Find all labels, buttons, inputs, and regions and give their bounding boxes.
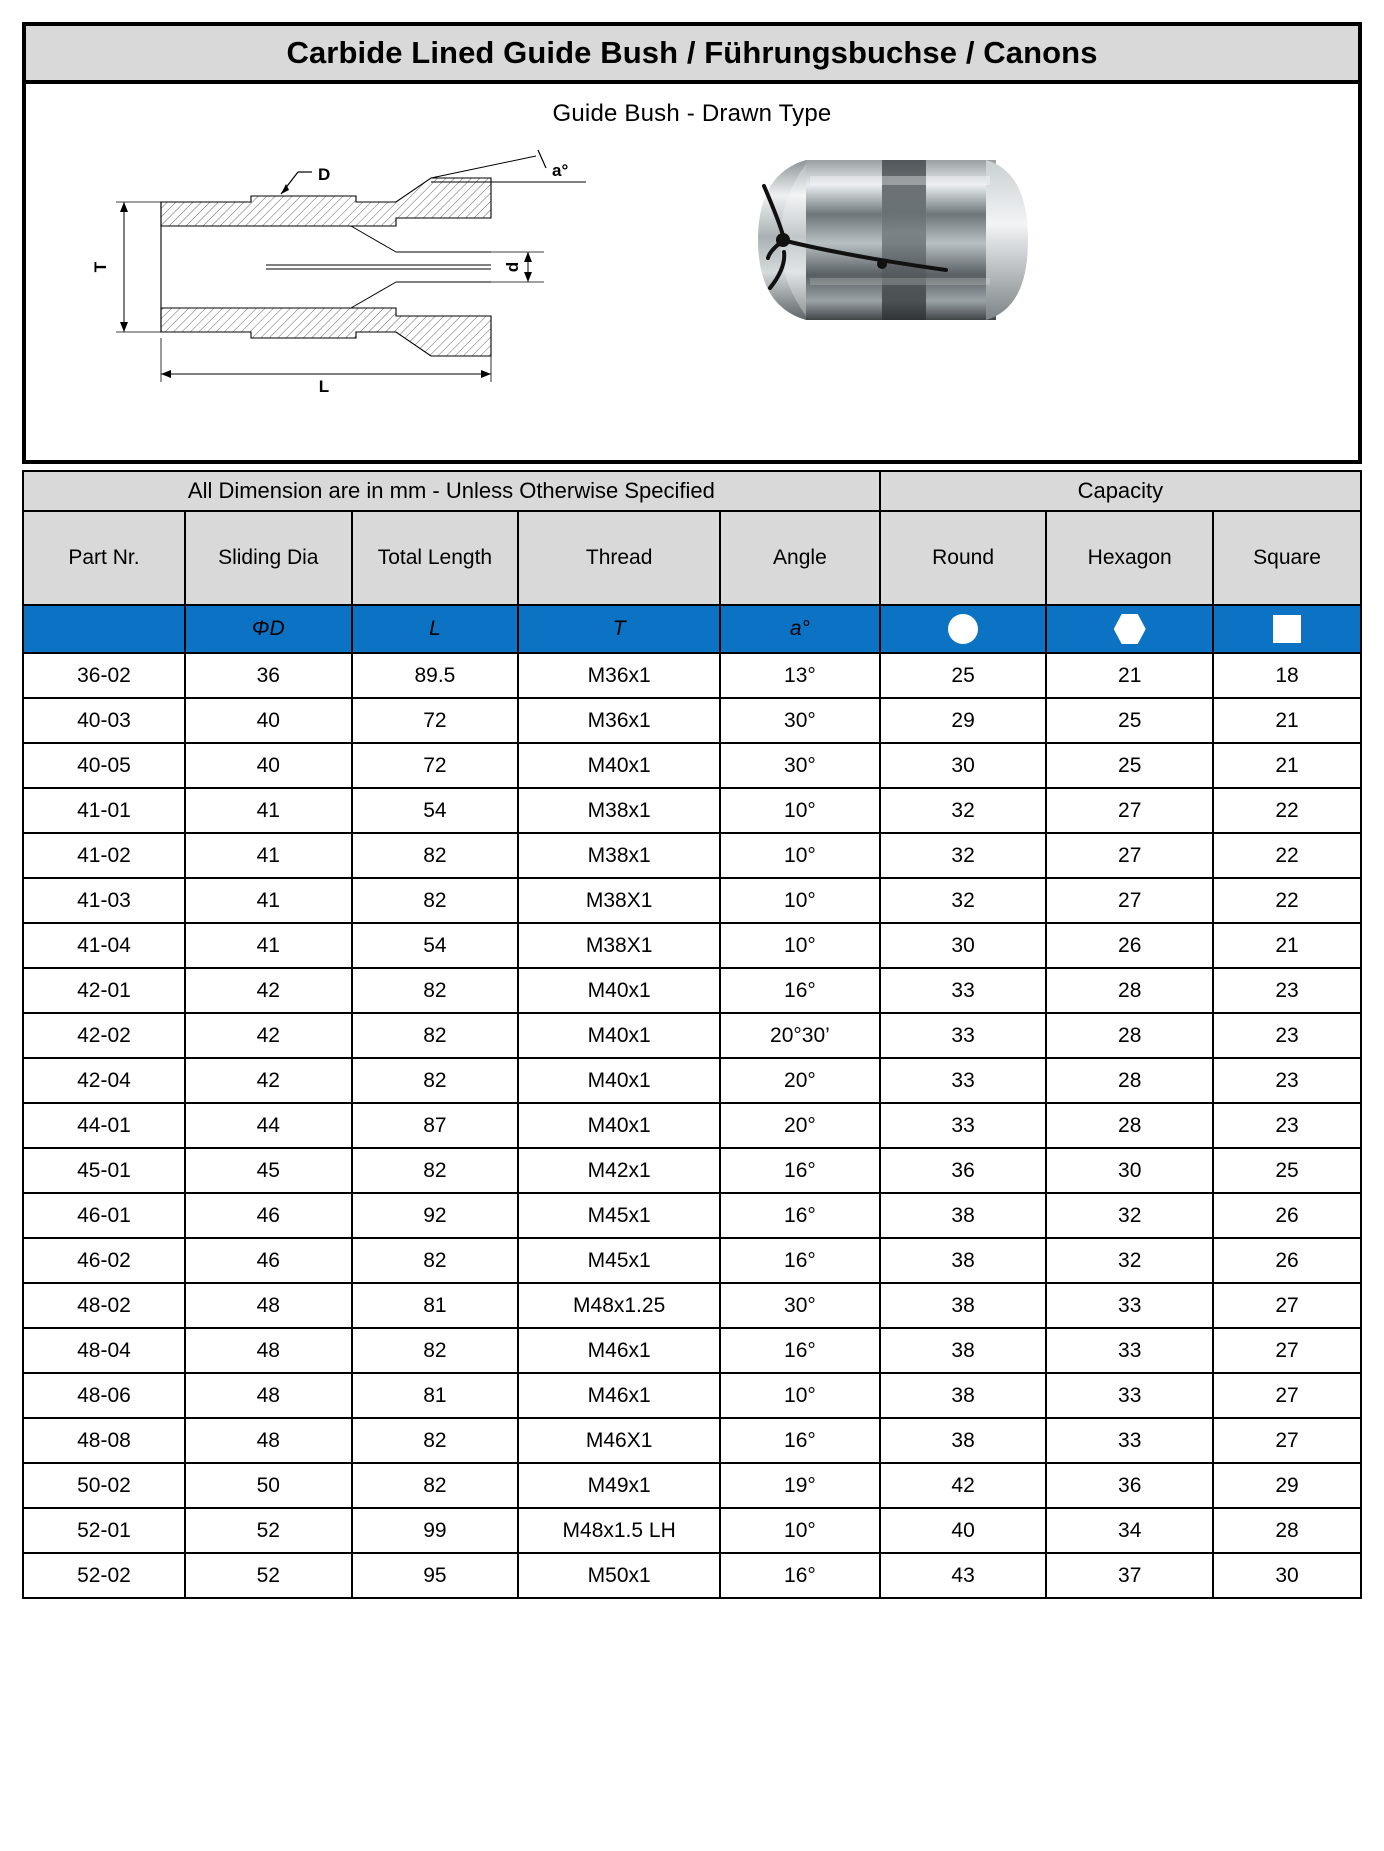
cell-part-nr: 42-01	[23, 968, 185, 1013]
column-header-round: Round	[880, 511, 1047, 605]
cell-hexagon: 28	[1046, 1013, 1213, 1058]
table-body	[23, 653, 1361, 1598]
cell-thread: M40x1	[518, 1103, 720, 1148]
cell-angle: 10°	[720, 1373, 880, 1418]
symbol-t: T	[518, 605, 720, 653]
cell-square: 28	[1213, 1508, 1361, 1553]
cell-part-nr: 41-03	[23, 878, 185, 923]
cell-total-length: 54	[352, 788, 519, 833]
cell-square: 23	[1213, 1013, 1361, 1058]
symbol-phi-d: ΦD	[185, 605, 352, 653]
symbol-l: L	[352, 605, 519, 653]
table-row	[23, 1193, 1361, 1238]
cell-sliding-dia: 41	[185, 833, 352, 878]
cell-thread: M48x1.25	[518, 1283, 720, 1328]
cell-angle: 10°	[720, 878, 880, 923]
cell-thread: M49x1	[518, 1463, 720, 1508]
cell-square: 25	[1213, 1148, 1361, 1193]
drawing-label-T: T	[91, 261, 110, 273]
cell-total-length: 95	[352, 1553, 519, 1598]
cell-part-nr: 50-02	[23, 1463, 185, 1508]
cell-square: 27	[1213, 1373, 1361, 1418]
cell-thread: M45x1	[518, 1193, 720, 1238]
table-row	[23, 1148, 1361, 1193]
symbol-blank	[23, 605, 185, 653]
figure-body	[26, 128, 1358, 428]
table-row	[23, 923, 1361, 968]
cell-sliding-dia: 52	[185, 1508, 352, 1553]
cell-thread: M38X1	[518, 923, 720, 968]
cell-thread: M46x1	[518, 1328, 720, 1373]
cell-total-length: 82	[352, 1058, 519, 1103]
cell-square: 22	[1213, 878, 1361, 923]
cell-part-nr: 46-01	[23, 1193, 185, 1238]
cell-sliding-dia: 46	[185, 1238, 352, 1283]
table-row	[23, 1058, 1361, 1103]
cell-total-length: 82	[352, 1463, 519, 1508]
cell-round: 32	[880, 788, 1047, 833]
cell-total-length: 72	[352, 743, 519, 788]
cell-thread: M40x1	[518, 968, 720, 1013]
cell-thread: M46x1	[518, 1373, 720, 1418]
cell-sliding-dia: 52	[185, 1553, 352, 1598]
cell-round: 38	[880, 1328, 1047, 1373]
cell-sliding-dia: 46	[185, 1193, 352, 1238]
cell-round: 29	[880, 698, 1047, 743]
table-row	[23, 1283, 1361, 1328]
drawing-label-D: D	[318, 165, 331, 184]
cell-square: 22	[1213, 833, 1361, 878]
cell-total-length: 99	[352, 1508, 519, 1553]
table-row	[23, 788, 1361, 833]
cell-sliding-dia: 48	[185, 1418, 352, 1463]
square-icon-cell	[1213, 605, 1361, 653]
cell-part-nr: 42-02	[23, 1013, 185, 1058]
cell-part-nr: 40-05	[23, 743, 185, 788]
cell-angle: 10°	[720, 923, 880, 968]
cell-hexagon: 37	[1046, 1553, 1213, 1598]
cell-thread: M38x1	[518, 788, 720, 833]
cell-square: 23	[1213, 1103, 1361, 1148]
table-row	[23, 1508, 1361, 1553]
cell-round: 43	[880, 1553, 1047, 1598]
cell-total-length: 82	[352, 1013, 519, 1058]
cell-total-length: 82	[352, 878, 519, 923]
cell-hexagon: 28	[1046, 1103, 1213, 1148]
column-header-total-length: Total Length	[352, 511, 519, 605]
cell-hexagon: 27	[1046, 878, 1213, 923]
cell-hexagon: 25	[1046, 743, 1213, 788]
cell-thread: M40x1	[518, 1058, 720, 1103]
cell-thread: M46X1	[518, 1418, 720, 1463]
table-row	[23, 698, 1361, 743]
cell-part-nr: 41-02	[23, 833, 185, 878]
cell-angle: 10°	[720, 788, 880, 833]
cell-hexagon: 21	[1046, 653, 1213, 698]
cell-square: 22	[1213, 788, 1361, 833]
column-header-thread: Thread	[518, 511, 720, 605]
cell-angle: 30°	[720, 743, 880, 788]
cell-hexagon: 28	[1046, 1058, 1213, 1103]
hexagon-icon-cell	[1046, 605, 1213, 653]
cell-round: 38	[880, 1193, 1047, 1238]
cell-angle: 16°	[720, 1148, 880, 1193]
column-header-square: Square	[1213, 511, 1361, 605]
cell-hexagon: 30	[1046, 1148, 1213, 1193]
cell-thread: M36x1	[518, 698, 720, 743]
table-row	[23, 1373, 1361, 1418]
technical-drawing	[66, 142, 586, 392]
cell-angle: 10°	[720, 833, 880, 878]
cell-total-length: 82	[352, 968, 519, 1013]
cell-angle: 20°30’	[720, 1013, 880, 1058]
cell-round: 38	[880, 1283, 1047, 1328]
cell-total-length: 92	[352, 1193, 519, 1238]
cell-sliding-dia: 42	[185, 968, 352, 1013]
column-header-row	[23, 511, 1361, 605]
cell-square: 29	[1213, 1463, 1361, 1508]
product-photo	[686, 128, 1066, 358]
column-header-hexagon: Hexagon	[1046, 511, 1213, 605]
table-row	[23, 653, 1361, 698]
table-row	[23, 968, 1361, 1013]
cell-angle: 16°	[720, 1193, 880, 1238]
cell-part-nr: 40-03	[23, 698, 185, 743]
cell-sliding-dia: 48	[185, 1373, 352, 1418]
cell-part-nr: 41-04	[23, 923, 185, 968]
cell-sliding-dia: 41	[185, 788, 352, 833]
cell-round: 33	[880, 968, 1047, 1013]
cell-sliding-dia: 40	[185, 698, 352, 743]
cell-square: 21	[1213, 923, 1361, 968]
cell-round: 30	[880, 743, 1047, 788]
cell-thread: M40x1	[518, 743, 720, 788]
cell-total-length: 82	[352, 833, 519, 878]
cell-total-length: 72	[352, 698, 519, 743]
table-row	[23, 1328, 1361, 1373]
guide-bush-section-svg	[66, 142, 586, 392]
cell-part-nr: 52-02	[23, 1553, 185, 1598]
page-title-banner	[22, 22, 1362, 84]
group-header-row	[23, 471, 1361, 511]
cell-square: 30	[1213, 1553, 1361, 1598]
cell-thread: M48x1.5 LH	[518, 1508, 720, 1553]
cell-sliding-dia: 41	[185, 923, 352, 968]
group-header-dimensions: All Dimension are in mm - Unless Otherwise Specified	[23, 471, 880, 511]
cell-round: 38	[880, 1418, 1047, 1463]
cell-square: 27	[1213, 1283, 1361, 1328]
cell-square: 18	[1213, 653, 1361, 698]
cell-part-nr: 48-04	[23, 1328, 185, 1373]
cell-round: 33	[880, 1058, 1047, 1103]
cell-total-length: 89.5	[352, 653, 519, 698]
cell-angle: 16°	[720, 1328, 880, 1373]
cell-square: 23	[1213, 1058, 1361, 1103]
cell-hexagon: 32	[1046, 1193, 1213, 1238]
symbol-row	[23, 605, 1361, 653]
cell-sliding-dia: 41	[185, 878, 352, 923]
square-icon	[1273, 615, 1301, 643]
cell-hexagon: 25	[1046, 698, 1213, 743]
cell-hexagon: 32	[1046, 1238, 1213, 1283]
cell-square: 21	[1213, 698, 1361, 743]
cell-round: 33	[880, 1103, 1047, 1148]
cell-sliding-dia: 48	[185, 1283, 352, 1328]
cell-square: 26	[1213, 1238, 1361, 1283]
column-header-angle: Angle	[720, 511, 880, 605]
cell-angle: 30°	[720, 1283, 880, 1328]
cell-thread: M38X1	[518, 878, 720, 923]
cell-square: 23	[1213, 968, 1361, 1013]
column-header-sliding-dia: Sliding Dia	[185, 511, 352, 605]
cell-angle: 16°	[720, 968, 880, 1013]
cell-thread: M42x1	[518, 1148, 720, 1193]
cell-total-length: 82	[352, 1148, 519, 1193]
cell-thread: M36x1	[518, 653, 720, 698]
cell-hexagon: 33	[1046, 1283, 1213, 1328]
cell-angle: 20°	[720, 1103, 880, 1148]
table-row	[23, 833, 1361, 878]
cell-thread: M40x1	[518, 1013, 720, 1058]
cell-sliding-dia: 40	[185, 743, 352, 788]
cell-sliding-dia: 44	[185, 1103, 352, 1148]
cell-round: 42	[880, 1463, 1047, 1508]
cell-angle: 13°	[720, 653, 880, 698]
cell-angle: 30°	[720, 698, 880, 743]
cell-angle: 20°	[720, 1058, 880, 1103]
cell-sliding-dia: 42	[185, 1013, 352, 1058]
cell-angle: 10°	[720, 1508, 880, 1553]
drawing-label-angle: a°	[552, 161, 569, 180]
round-icon	[948, 614, 978, 644]
cell-round: 33	[880, 1013, 1047, 1058]
cell-part-nr: 44-01	[23, 1103, 185, 1148]
cell-round: 38	[880, 1373, 1047, 1418]
cell-angle: 16°	[720, 1238, 880, 1283]
cell-hexagon: 26	[1046, 923, 1213, 968]
cell-round: 38	[880, 1238, 1047, 1283]
cell-total-length: 82	[352, 1328, 519, 1373]
cell-hexagon: 36	[1046, 1463, 1213, 1508]
drawing-label-L: L	[318, 377, 330, 392]
cell-angle: 16°	[720, 1553, 880, 1598]
cell-total-length: 82	[352, 1238, 519, 1283]
table-row	[23, 1013, 1361, 1058]
cell-part-nr: 52-01	[23, 1508, 185, 1553]
cell-sliding-dia: 36	[185, 653, 352, 698]
cell-part-nr: 41-01	[23, 788, 185, 833]
cell-angle: 16°	[720, 1418, 880, 1463]
cell-total-length: 54	[352, 923, 519, 968]
symbol-angle: a°	[720, 605, 880, 653]
cell-part-nr: 48-06	[23, 1373, 185, 1418]
cell-square: 26	[1213, 1193, 1361, 1238]
table-row	[23, 1463, 1361, 1508]
cell-round: 32	[880, 878, 1047, 923]
cell-round: 25	[880, 653, 1047, 698]
cell-total-length: 81	[352, 1373, 519, 1418]
cell-round: 40	[880, 1508, 1047, 1553]
cell-sliding-dia: 50	[185, 1463, 352, 1508]
cell-hexagon: 33	[1046, 1418, 1213, 1463]
cell-hexagon: 27	[1046, 788, 1213, 833]
cell-sliding-dia: 48	[185, 1328, 352, 1373]
cell-part-nr: 45-01	[23, 1148, 185, 1193]
table-row	[23, 743, 1361, 788]
guide-bush-photo-svg	[686, 128, 1066, 358]
cell-total-length: 87	[352, 1103, 519, 1148]
figure-panel	[22, 84, 1362, 464]
table-row	[23, 878, 1361, 923]
cell-round: 32	[880, 833, 1047, 878]
cell-square: 21	[1213, 743, 1361, 788]
cell-total-length: 81	[352, 1283, 519, 1328]
column-header-part-nr: Part Nr.	[23, 511, 185, 605]
drawing-label-d: d	[503, 261, 522, 273]
group-header-capacity: Capacity	[880, 471, 1361, 511]
cell-thread: M38x1	[518, 833, 720, 878]
hexagon-icon	[1114, 614, 1146, 644]
specification-table	[22, 470, 1362, 1599]
cell-hexagon: 33	[1046, 1373, 1213, 1418]
table-row	[23, 1103, 1361, 1148]
cell-thread: M45x1	[518, 1238, 720, 1283]
cell-part-nr: 48-08	[23, 1418, 185, 1463]
table-row	[23, 1418, 1361, 1463]
cell-part-nr: 46-02	[23, 1238, 185, 1283]
cell-sliding-dia: 42	[185, 1058, 352, 1103]
cell-hexagon: 34	[1046, 1508, 1213, 1553]
figure-caption: Guide Bush - Drawn Type	[552, 100, 832, 127]
cell-square: 27	[1213, 1328, 1361, 1373]
page-title: Carbide Lined Guide Bush / Führungsbuchse / Canons	[286, 35, 1098, 70]
cell-round: 30	[880, 923, 1047, 968]
cell-part-nr: 42-04	[23, 1058, 185, 1103]
cell-part-nr: 36-02	[23, 653, 185, 698]
cell-hexagon: 33	[1046, 1328, 1213, 1373]
cell-angle: 19°	[720, 1463, 880, 1508]
cell-square: 27	[1213, 1418, 1361, 1463]
cell-round: 36	[880, 1148, 1047, 1193]
cell-total-length: 82	[352, 1418, 519, 1463]
round-icon-cell	[880, 605, 1047, 653]
cell-hexagon: 28	[1046, 968, 1213, 1013]
cell-thread: M50x1	[518, 1553, 720, 1598]
table-row	[23, 1553, 1361, 1598]
cell-hexagon: 27	[1046, 833, 1213, 878]
table-row	[23, 1238, 1361, 1283]
cell-sliding-dia: 45	[185, 1148, 352, 1193]
cell-part-nr: 48-02	[23, 1283, 185, 1328]
